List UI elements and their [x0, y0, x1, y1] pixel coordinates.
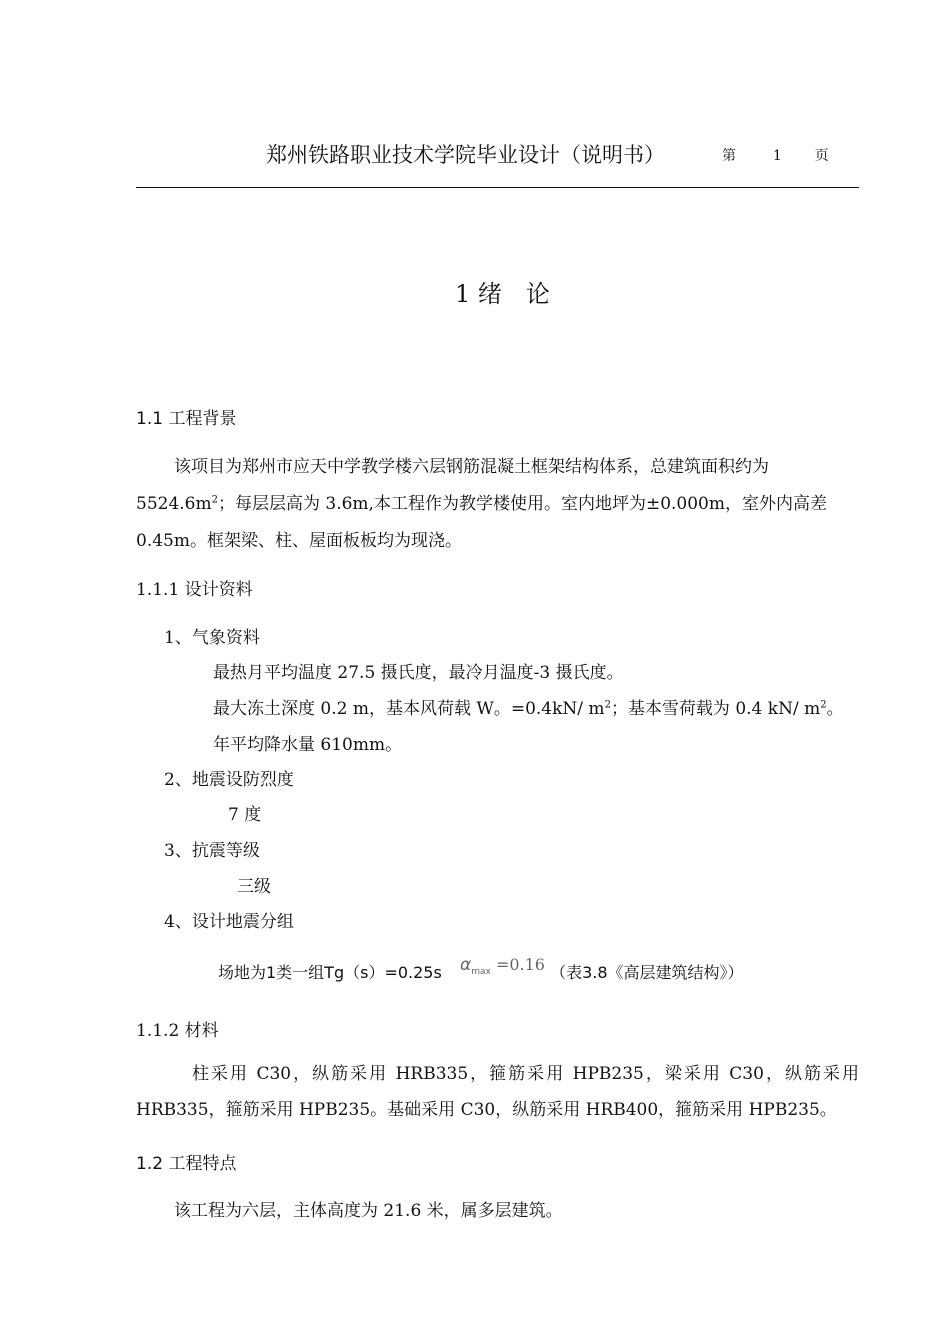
- section-heading-1-1-2: 1.1.2 材料: [136, 1021, 219, 1041]
- item1-line3: 年平均降水量 610mm。: [213, 735, 403, 755]
- chapter-title: 1 绪 论: [455, 280, 550, 308]
- section-heading-1-1: 1.1 工程背景: [136, 409, 237, 429]
- item1-title: 1、气象资料: [164, 628, 260, 648]
- item1-line2: 最大冻土深度 0.2 m，基本风荷载 W。=0.4kN/ $m^2$；基本雪荷载为 0.4 kN/ $m^2$。: [213, 699, 844, 719]
- page-prefix: 第: [722, 148, 736, 164]
- item2-value: 7 度: [228, 805, 262, 825]
- header-title: 郑州铁路职业技术学院毕业设计（说明书）: [266, 143, 665, 167]
- item3-value: 三级: [237, 877, 271, 897]
- paragraph-1-1-2: 柱采用 C30，纵筋采用 HRB335，箍筋采用 HPB235，梁采用 C30，纵筋采用 HRB335，箍筋采用 HPB235。基础采用 C30，纵筋采用 HRB400，箍筋采用 HPB235。: [136, 1064, 859, 1120]
- item4-title: 4、设计地震分组: [164, 912, 294, 932]
- header-divider: [136, 187, 859, 188]
- page-number: 1: [772, 148, 782, 164]
- alpha-symbol: α: [460, 955, 472, 975]
- page-suffix: 页: [814, 148, 829, 164]
- paragraph-1-1-line1: 该项目为郑州市应天中学教学楼六层钢筋混凝土框架结构体系，总建筑面积约为: [174, 457, 769, 477]
- paragraph-1-2: 该工程为六层，主体高度为 21.6 米，属多层建筑。: [174, 1201, 563, 1221]
- section-heading-1-1-1: 1.1.1 设计资料: [136, 580, 253, 600]
- paragraph-1-1-line3: 0.45m。框架梁、柱、屋面板板均为现浇。: [136, 531, 462, 551]
- item3-title: 3、抗震等级: [164, 841, 260, 861]
- item4-line: 场地为1类一组Tg（s）=0.25s $\alpha^{max} =0.16$ （表3.8《高层建筑结构》）: [218, 955, 744, 982]
- item2-title: 2、地震设防烈度: [164, 770, 294, 790]
- item1-line1: 最热月平均温度 27.5 摄氏度，最冷月温度-3 摄氏度。: [213, 663, 624, 683]
- section-heading-1-2: 1.2 工程特点: [136, 1154, 237, 1174]
- paragraph-1-1-line2: $5524.6m^2$；每层层高为 3.6m,本工程作为教学楼使用。室内地坪为±0.000m，室外内高差: [136, 494, 827, 514]
- page-indicator: [722, 145, 829, 165]
